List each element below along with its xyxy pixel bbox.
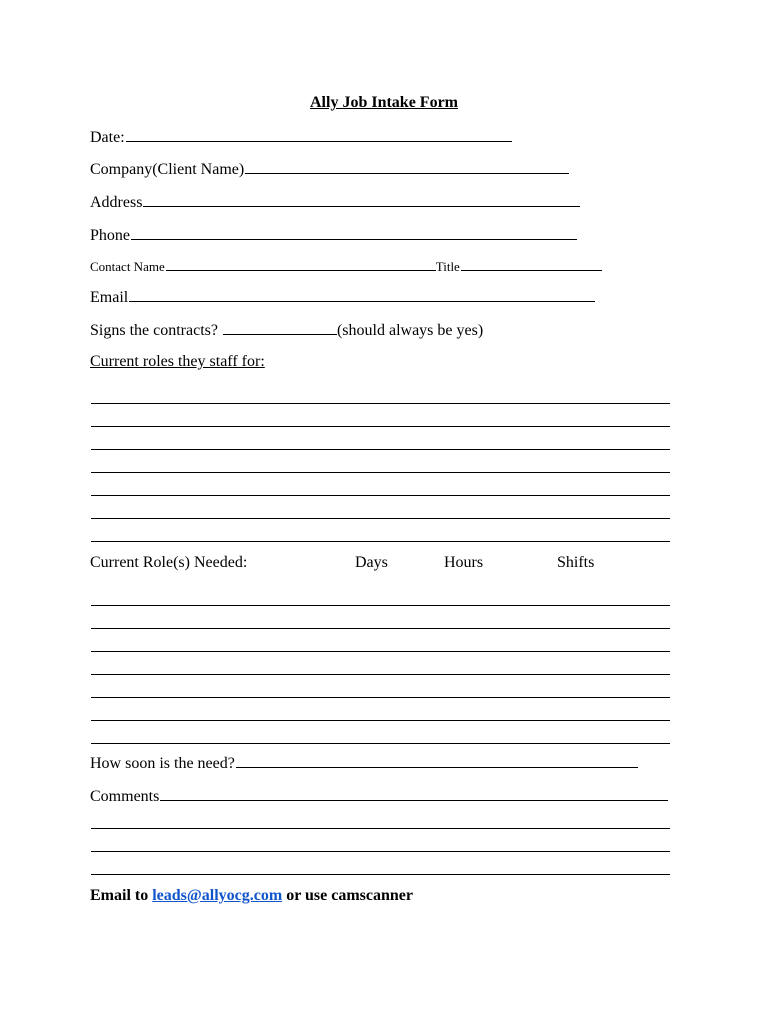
comments-label: Comments — [90, 788, 160, 805]
roles-needed-heading: Current Role(s) Needed: — [90, 554, 248, 571]
comments-line[interactable] — [91, 851, 670, 852]
company-label: Company(Client Name) — [90, 161, 245, 178]
roles-staffed-line[interactable] — [91, 426, 670, 427]
comments-line[interactable] — [91, 874, 670, 875]
signs-contracts-row — [90, 322, 483, 339]
company-field[interactable] — [245, 161, 569, 174]
footer-row — [90, 888, 413, 904]
footer-suffix: or use camscanner — [286, 887, 413, 904]
roles-staffed-line[interactable] — [91, 472, 670, 473]
address-label: Address — [90, 194, 143, 211]
form-title: Ally Job Intake Form — [310, 94, 458, 111]
email-field[interactable] — [129, 289, 595, 302]
footer-prefix: Email to — [90, 887, 149, 904]
date-field[interactable] — [126, 129, 512, 142]
roles-needed-line[interactable] — [91, 605, 670, 606]
email-row — [90, 289, 595, 306]
comments-line[interactable] — [91, 828, 670, 829]
hours-column-label: Hours — [444, 554, 484, 571]
how-soon-label: How soon is the need? — [90, 755, 235, 772]
roles-staffed-line[interactable] — [91, 495, 670, 496]
contact-title-label: Title — [435, 259, 460, 274]
roles-staffed-heading: Current roles they staff for: — [90, 353, 265, 370]
shifts-column-label: Shifts — [557, 554, 595, 571]
comments-field[interactable] — [160, 788, 668, 801]
roles-staffed-line[interactable] — [91, 541, 670, 542]
date-label: Date: — [90, 129, 125, 146]
phone-field[interactable] — [131, 227, 577, 240]
roles-staffed-line[interactable] — [91, 403, 670, 404]
roles-staffed-line[interactable] — [91, 518, 670, 519]
contact-title-field[interactable] — [461, 260, 602, 271]
days-column-label: Days — [355, 554, 388, 571]
signs-contracts-label: Signs the contracts? — [90, 322, 218, 339]
signs-contracts-field[interactable] — [223, 322, 337, 335]
roles-needed-line[interactable] — [91, 697, 670, 698]
phone-row — [90, 227, 577, 244]
address-row — [90, 194, 580, 211]
signs-contracts-note: (should always be yes) — [336, 322, 484, 339]
phone-label: Phone — [90, 227, 130, 244]
contact-name-label: Contact Name — [90, 259, 165, 274]
roles-needed-line[interactable] — [91, 628, 670, 629]
roles-needed-line[interactable] — [91, 651, 670, 652]
contact-name-field[interactable] — [166, 260, 436, 271]
roles-staffed-line[interactable] — [91, 449, 670, 450]
contact-row — [90, 260, 602, 273]
roles-needed-line[interactable] — [91, 720, 670, 721]
email-link[interactable]: leads@allyocg.com — [152, 887, 283, 904]
date-row — [90, 129, 512, 146]
roles-needed-line[interactable] — [91, 743, 670, 744]
roles-needed-line[interactable] — [91, 674, 670, 675]
comments-row — [90, 788, 668, 805]
how-soon-field[interactable] — [236, 755, 638, 768]
email-label: Email — [90, 289, 129, 306]
company-row — [90, 161, 569, 178]
how-soon-row — [90, 755, 638, 772]
address-field[interactable] — [143, 194, 580, 207]
